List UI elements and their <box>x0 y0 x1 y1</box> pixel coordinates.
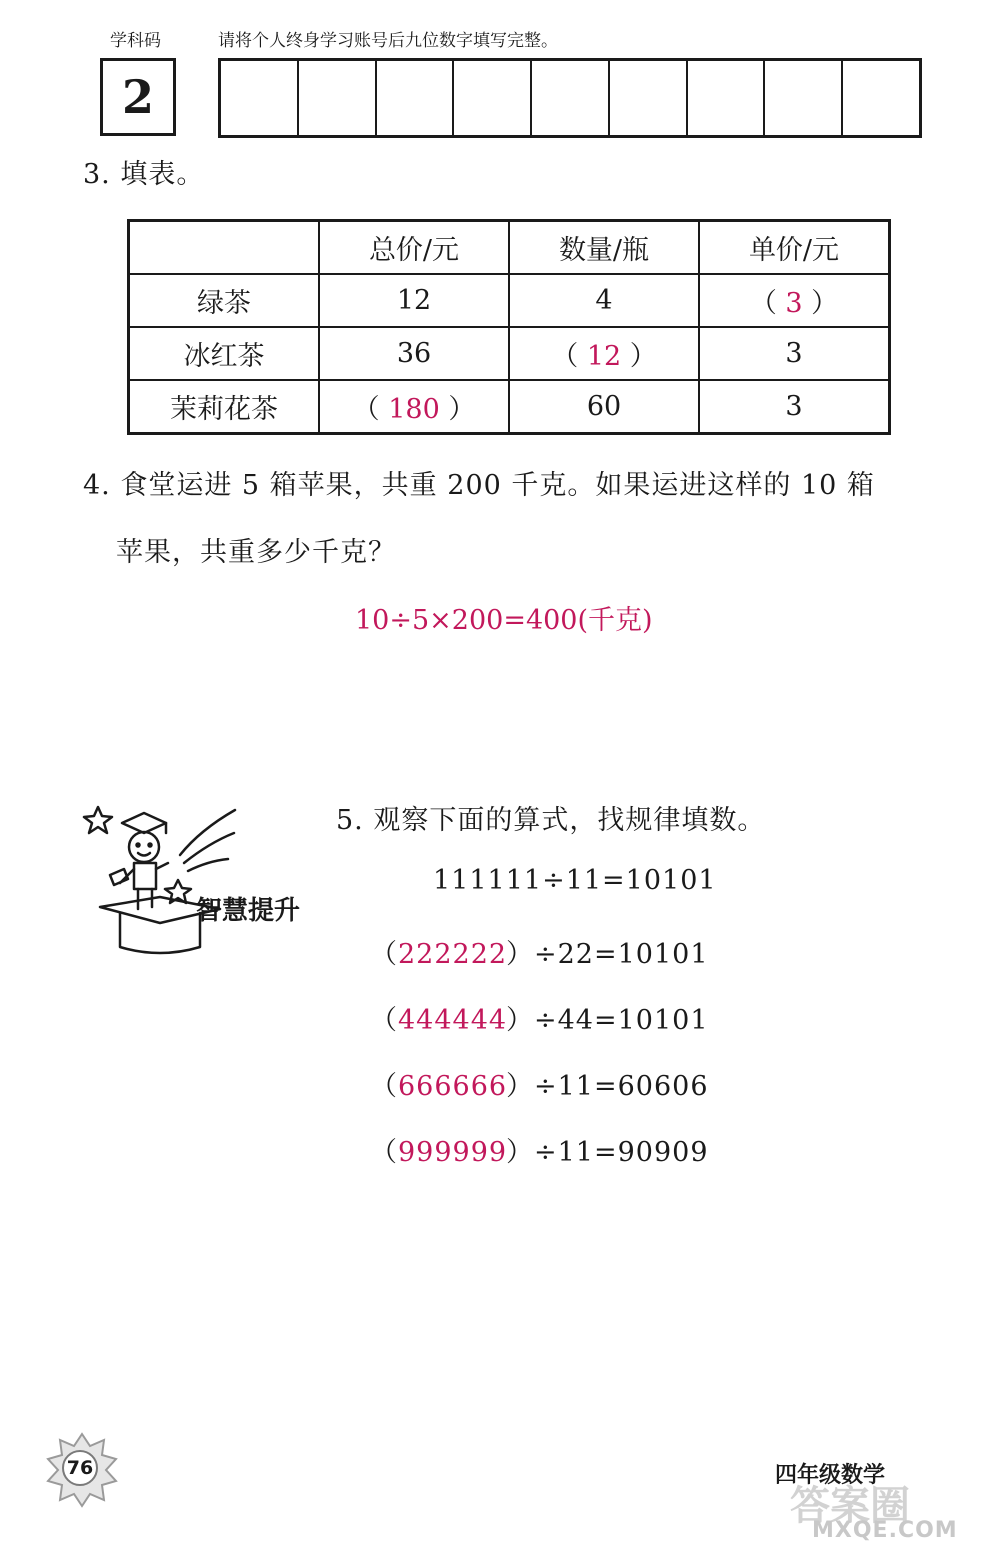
row-name: 冰红茶 <box>129 327 320 380</box>
footer-title: 四年级数学 <box>775 1463 886 1488</box>
answer-blank[interactable]: 999999 <box>398 1137 508 1168</box>
question-4-answer[interactable]: 10÷5×200=400(千克) <box>355 605 653 636</box>
digit-box[interactable] <box>843 61 919 135</box>
cell-unit: 3 <box>699 380 890 434</box>
digit-box[interactable] <box>610 61 688 135</box>
table-header-cell <box>129 221 320 275</box>
pattern-equation: （999999）÷11=90909 <box>370 1137 709 1168</box>
question-4-line1: 4. 食堂运进 5 箱苹果，共重 200 千克。如果运进这样的 10 箱 <box>83 470 875 501</box>
table-row <box>129 380 890 434</box>
cell-qty: 4 <box>509 274 699 327</box>
digit-box[interactable] <box>532 61 610 135</box>
pattern-equation: （444444）÷44=10101 <box>370 1005 709 1036</box>
page-number: 76 <box>66 1457 94 1479</box>
cell-unit: 3 <box>699 327 890 380</box>
question-5-title: 5. 观察下面的算式，找规律填数。 <box>336 805 766 836</box>
subject-code-box: 2 <box>100 58 176 136</box>
subject-code-label: 学科码 <box>110 31 161 51</box>
answer-value: 3 <box>785 288 803 319</box>
account-instruction: 请将个人终身学习账号后九位数字填写完整。 <box>218 31 558 51</box>
table-header-cell: 单价/元 <box>699 221 890 275</box>
digit-box[interactable] <box>688 61 766 135</box>
question-4-line2: 苹果，共重多少千克？ <box>116 537 396 568</box>
equation-rest: ÷11=90909 <box>534 1137 709 1168</box>
account-digit-boxes <box>218 58 922 138</box>
cell-unit-answer[interactable]: （ 3 ） <box>699 274 890 327</box>
table-header-cell: 总价/元 <box>319 221 509 275</box>
digit-box[interactable] <box>221 61 299 135</box>
answer-blank[interactable]: 666666 <box>398 1071 508 1102</box>
mascot-icon <box>80 795 240 965</box>
row-name: 茉莉花茶 <box>129 380 320 434</box>
pattern-equation: （222222）÷22=10101 <box>370 939 709 970</box>
cell-total: 36 <box>319 327 509 380</box>
table-header-cell: 数量/瓶 <box>509 221 699 275</box>
digit-box[interactable] <box>299 61 377 135</box>
given-equation: 111111÷11=10101 <box>433 865 717 896</box>
digit-box[interactable] <box>377 61 455 135</box>
answer-value: 180 <box>388 394 440 425</box>
watermark-text: 答案圈 <box>790 1483 910 1529</box>
row-name: 绿茶 <box>129 274 320 327</box>
equation-rest: ÷44=10101 <box>534 1005 709 1036</box>
table-row <box>129 327 890 380</box>
answer-blank[interactable]: 444444 <box>398 1005 508 1036</box>
cell-qty: 60 <box>509 380 699 434</box>
price-table <box>127 219 891 435</box>
equation-rest: ÷11=60606 <box>534 1071 709 1102</box>
equation-rest: ÷22=10101 <box>534 939 709 970</box>
section-label: 智慧提升 <box>196 896 301 926</box>
cell-qty-answer[interactable]: （ 12 ） <box>509 327 699 380</box>
watermark-url: MXQE.COM <box>812 1518 958 1543</box>
question-3-title: 3. 填表。 <box>83 159 205 190</box>
table-row <box>129 274 890 327</box>
cell-total-answer[interactable]: （ 180 ） <box>319 380 509 434</box>
answer-value: 12 <box>586 341 622 372</box>
table-header-row <box>129 221 890 275</box>
digit-box[interactable] <box>765 61 843 135</box>
digit-box[interactable] <box>454 61 532 135</box>
cell-total: 12 <box>319 274 509 327</box>
answer-blank[interactable]: 222222 <box>398 939 508 970</box>
pattern-equation: （666666）÷11=60606 <box>370 1071 709 1102</box>
